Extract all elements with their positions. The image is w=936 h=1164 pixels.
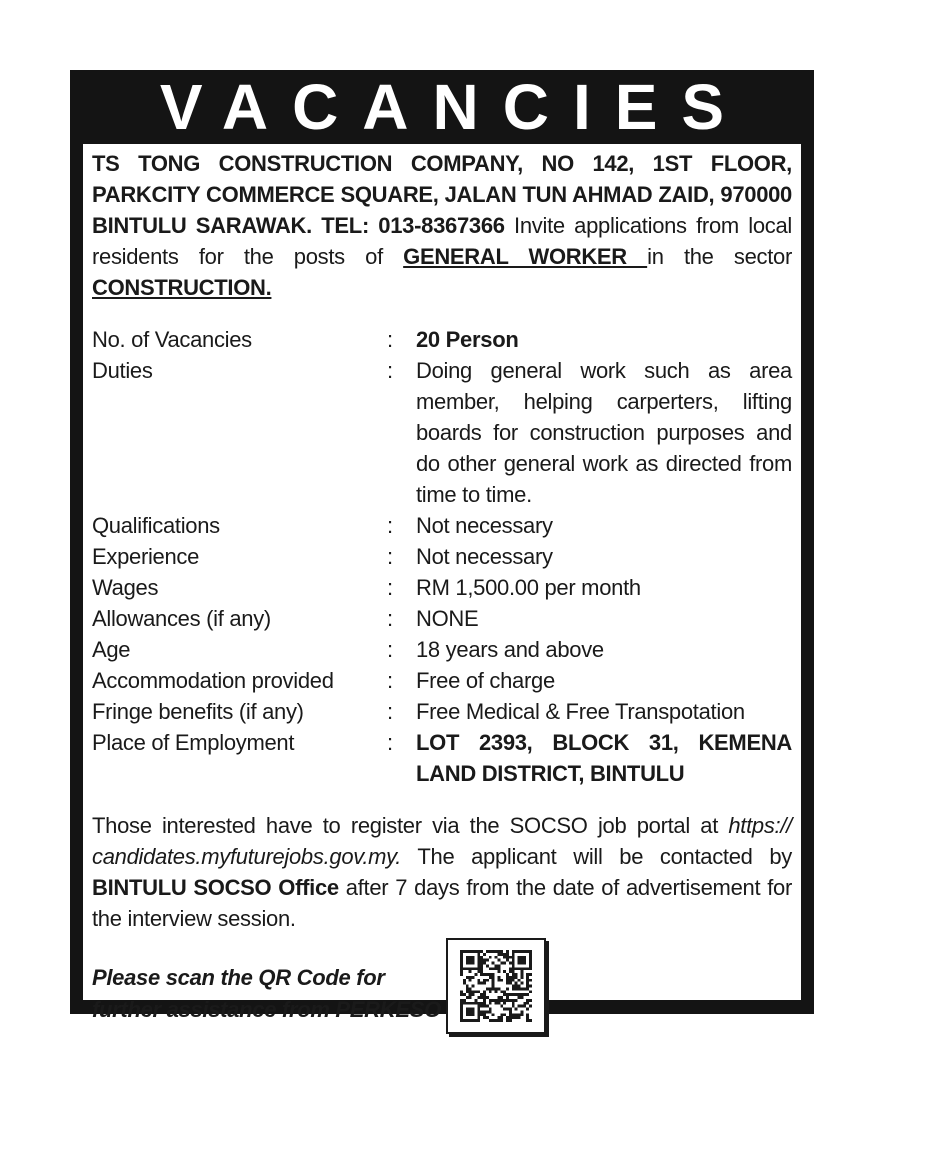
detail-row-age (92, 634, 792, 665)
detail-row-wages (92, 572, 792, 603)
detail-colon: : (387, 358, 393, 383)
detail-colon: : (387, 637, 393, 662)
detail-value: LOT 2393, BLOCK 31, KEMENA LAND DISTRICT, BINTULU (416, 730, 792, 786)
detail-value: Not necessary (416, 544, 553, 569)
job-post: GENERAL WORKER (403, 244, 648, 269)
detail-colon: : (387, 513, 393, 538)
intro-text-2: in the sector (647, 244, 792, 269)
detail-colon: : (387, 327, 393, 352)
detail-value: 18 years and above (416, 637, 604, 662)
detail-label: Qualifications (92, 513, 220, 538)
intro-paragraph (92, 148, 792, 303)
detail-value: 20 Person (416, 327, 519, 352)
ad-title: VACANCIES (159, 71, 749, 143)
scan-note: Please scan the QR Code for further assistance from PERKESO (92, 965, 441, 1022)
vacancy-advertisement (70, 70, 814, 1022)
detail-row-place-of-employment (92, 727, 792, 789)
detail-colon: : (387, 730, 393, 755)
detail-label: Place of Employment (92, 730, 295, 755)
detail-colon: : (387, 668, 393, 693)
registration-paragraph (92, 810, 792, 934)
detail-row-vacancies (92, 324, 792, 355)
qr-code-graphic (460, 950, 532, 1022)
intro-text-1: Invite applications from local residents for the posts of (92, 213, 792, 269)
detail-row-accommodation (92, 665, 792, 696)
detail-label: Allowances (if any) (92, 606, 271, 631)
detail-row-experience (92, 541, 792, 572)
ad-body (83, 144, 801, 1022)
detail-value: Not necessary (416, 513, 553, 538)
detail-row-duties (92, 355, 792, 510)
detail-row-qualifications (92, 510, 792, 541)
job-sector: CONSTRUCTION. (92, 275, 272, 300)
detail-value: Free of charge (416, 668, 555, 693)
detail-colon: : (387, 606, 393, 631)
detail-label: Experience (92, 544, 200, 569)
detail-label: Duties (92, 358, 153, 383)
detail-row-allowances (92, 603, 792, 634)
company-details: TS TONG CONSTRUCTION COMPANY, NO 142, 1ST FLOOR, PARKCITY COMMERCE SQUARE, JALAN TUN AHMAD ZAID, 970000 BINTULU SARAWAK. TEL: 013-8367366 (92, 151, 792, 238)
qr-section (92, 956, 792, 1036)
detail-value: NONE (416, 606, 479, 631)
detail-value: RM 1,500.00 per month (416, 575, 641, 600)
detail-colon: : (387, 544, 393, 569)
socso-office: BINTULU SOCSO Office (92, 875, 339, 900)
detail-label: Fringe benefits (if any) (92, 699, 304, 724)
detail-label: Wages (92, 575, 159, 600)
outro-text-3: after 7 days from the date of advertisement for the interview session. (92, 875, 792, 931)
detail-row-fringe-benefits (92, 696, 792, 727)
detail-label: No. of Vacancies (92, 327, 252, 352)
portal-link[interactable]: https:// candidates.myfuturejobs.gov.my. (92, 813, 792, 869)
detail-colon: : (387, 699, 393, 724)
outro-text-1: Those interested have to register via the SOCSO job portal at (92, 813, 729, 838)
detail-label: Age (92, 637, 131, 662)
job-details (92, 324, 792, 789)
outro-text-2: The applicant will be contacted by (401, 844, 792, 869)
qr-code-icon[interactable] (446, 938, 546, 1034)
detail-label: Accommodation provided (92, 668, 334, 693)
detail-value: Free Medical & Free Transpotation (416, 699, 745, 724)
detail-value: Doing general work such as area member, helping carperters, lifting boards for construction purposes and do other general work as directed from time to time. (416, 358, 792, 507)
detail-colon: : (387, 575, 393, 600)
